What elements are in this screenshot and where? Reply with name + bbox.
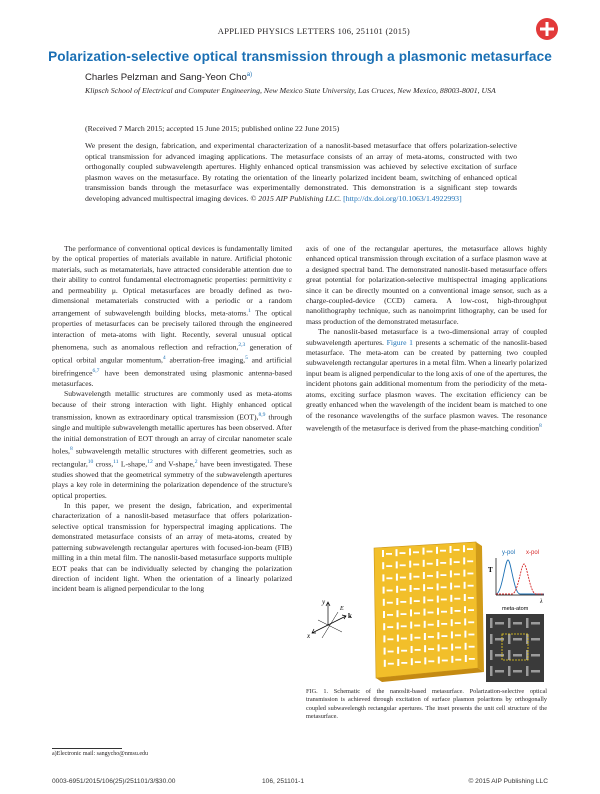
horizontal-slit [400, 564, 406, 566]
right-column [306, 244, 547, 434]
field-label: E [340, 606, 344, 612]
horizontal-slit [414, 612, 420, 614]
horizontal-slit [454, 561, 460, 563]
citation[interactable]: 2,3 [238, 342, 246, 349]
horizontal-slit [388, 651, 394, 653]
sem-vertical-slit [508, 650, 511, 660]
horizontal-slit [413, 551, 419, 553]
vertical-slit [464, 582, 466, 589]
horizontal-slit [400, 577, 406, 579]
vertical-slit [383, 599, 385, 606]
horizontal-slit [441, 623, 447, 625]
vertical-slit [463, 557, 465, 564]
horizontal-slit [428, 624, 434, 626]
abstract-copyright: © 2015 AIP Publishing LLC. [250, 193, 342, 203]
footer-copyright: © 2015 AIP Publishing LLC [468, 778, 548, 785]
received-dates: (Received 7 March 2015; accepted 15 June 2015; published online 22 June 2015) [85, 124, 340, 133]
figure-caption: FIG. 1. Schematic of the nanoslit-based metasurface. Polarization-selective optical transmission is achieved through excitation of surface plasmon polaritons by orthogonally coupled subwavelength rectangular apertures. The inset presents the unit cell structure of the metasurface. [306, 688, 547, 721]
authors-text: Charles Pelzman and Sang-Yeon Cho [85, 72, 247, 84]
horizontal-slit [388, 663, 394, 665]
figure-1 [306, 540, 547, 685]
horizontal-slit [454, 573, 460, 575]
horizontal-slit [441, 586, 447, 588]
horizontal-slit [386, 565, 392, 567]
sem-vertical-slit [490, 618, 493, 628]
paragraph: axis of one of the rectangular apertures, the metasurface allows highly enhanced optical transmission through excitation of a surface plasmon wave at a designed spectral band. The demonstrated nanoslit-based metasurface offers great potential for polarization-selective multispectral imaging applications since it can be directly mounted on a conventional image sensor, such as a charge-coupled-device (CCD) camera. A low-cost, high-throughput nanolithography technique, such as nanoimprint lithography, can be used for mass production of the demonstrated metasurface. [306, 244, 547, 326]
vertical-slit [436, 559, 438, 566]
horizontal-slit [442, 660, 448, 662]
vertical-slit [396, 586, 398, 593]
text-run: L-shape, [118, 459, 148, 469]
vertical-slit [450, 583, 452, 590]
vertical-slit [450, 595, 452, 602]
footer-page: 106, 251101-1 [262, 778, 305, 785]
horizontal-slit [428, 660, 434, 662]
vertical-slit [411, 658, 413, 665]
sem-vertical-slit [526, 618, 529, 628]
text-run: have been investigated. These studies showed that the geometrical symmetry of the subwavelength apertures plays a key role in determining the polarization dependence of the structure's optical properties. [52, 459, 292, 500]
vertical-slit [450, 558, 452, 565]
vertical-slit [424, 621, 426, 628]
vertical-slit [451, 631, 453, 638]
horizontal-slit [413, 576, 419, 578]
vertical-slit [410, 622, 412, 629]
paragraph: In this paper, we present the design, fabrication, and experimental characterization of a nanoslit-based metasurface that offers polarization-selective optical transmission for hyperspectral imaging applications. The demonstrated metasurface consists of an array of meta-atoms, created by patterning subwavelength rectangular apertures with focused-ion-beam (FIB) milling in a thin metal film. The nanoslit-based metasurface supports multiple EOT peaks that can be individually selected by changing the polarization direction of incident light. When the orientation of a linearly polarized incident beam is aligned perpendicular to the long [52, 501, 292, 594]
sem-horizontal-slit [531, 670, 540, 673]
horizontal-slit [454, 586, 460, 588]
horizontal-slit [468, 585, 474, 587]
axis-label-y: y [322, 598, 326, 606]
vertical-slit [424, 633, 426, 640]
horizontal-slit [415, 649, 421, 651]
citation[interactable]: 6,7 [92, 368, 100, 375]
vertical-slit [382, 562, 384, 569]
figure-link[interactable]: Figure 1 [386, 337, 413, 347]
text-run: have been demonstrated using plasmonic antenna-based metasurfaces. [52, 368, 292, 388]
abstract-text: We present the design, fabrication, and experimental characterization of a nanoslit-based metasurface that offers polarization-selective optical transmission for advanced imaging applications. The metasurface consists of an array of meta-atoms, constructed with two orthogonally coupled subwavelength apertures. Highly enhanced optical transmission was achieved by selective excitation of surface plasmon waves on the metasurface. By rotating the orientation of the linearly polarized incident beam, switching of enhanced optical transmission bands through the metasurface was experimentally demonstrated. This demonstration is a significant step towards developing advanced multispectral imaging devices. [85, 141, 517, 203]
crossmark-icon[interactable] [534, 16, 560, 42]
horizontal-slit [454, 598, 460, 600]
left-column [52, 244, 292, 595]
author-list [85, 72, 252, 83]
vertical-slit [463, 570, 465, 577]
horizontal-slit [386, 577, 392, 579]
horizontal-slit [427, 599, 433, 601]
ypol-curve [496, 560, 544, 594]
horizontal-slit [468, 621, 474, 623]
vertical-slit [464, 594, 466, 601]
horizontal-slit [400, 552, 406, 554]
sem-vertical-slit [526, 666, 529, 676]
citation[interactable]: 5 [245, 355, 248, 362]
vertical-slit [383, 635, 385, 642]
text-run: The optical properties of metasurfaces can be precisely tailored through the engineered interaction of meta-atoms with light. Recently, several unusual optical phenomena, such as anomalous reflection and refraction, [52, 308, 292, 352]
horizontal-slit [455, 659, 461, 661]
horizontal-slit [468, 634, 474, 636]
vertical-slit [397, 635, 399, 642]
horizontal-slit [400, 601, 406, 603]
horizontal-slit [467, 560, 473, 562]
horizontal-slit [428, 636, 434, 638]
text-run: Subwavelength metallic structures are commonly used as meta-atoms because of their strong interaction with light. Highly enhanced optical transmission, known as extraordinary optical transmission (EOT), [52, 389, 292, 422]
citation[interactable]: 8 [69, 445, 73, 452]
horizontal-slit [428, 612, 434, 614]
horizontal-slit [440, 562, 446, 564]
citation[interactable]: 8,9 [258, 412, 266, 419]
transmission-label: T [488, 566, 493, 574]
horizontal-slit [427, 575, 433, 577]
vertical-slit [450, 546, 452, 553]
vertical-slit [424, 609, 426, 616]
vertical-slit [383, 623, 385, 630]
horizontal-slit [441, 635, 447, 637]
vertical-slit [383, 587, 385, 594]
vertical-slit [438, 657, 440, 664]
vertical-slit [450, 570, 452, 577]
vertical-slit [436, 571, 438, 578]
sem-horizontal-slit [495, 654, 504, 657]
sem-horizontal-slit [513, 638, 522, 641]
vertical-slit [463, 545, 465, 552]
sem-horizontal-slit [531, 638, 540, 641]
footnote-divider [52, 748, 122, 749]
vertical-slit [437, 583, 439, 590]
horizontal-slit [428, 648, 434, 650]
text-run: The nanoslit-based metasurface is a two-dimensional array of coupled subwavelength apertures. [306, 327, 547, 347]
paragraph [52, 389, 292, 501]
horizontal-slit [440, 574, 446, 576]
xpol-label: x-pol [526, 550, 540, 556]
vertical-slit [438, 644, 440, 651]
vertical-slit [437, 596, 439, 603]
vertical-slit [423, 560, 425, 567]
sem-horizontal-slit [531, 622, 540, 625]
wavelength-label: λ [540, 599, 543, 605]
citation[interactable]: 4 [162, 355, 166, 362]
vertical-slit [410, 597, 412, 604]
horizontal-slit [414, 600, 420, 602]
xpol-curve [496, 564, 544, 594]
wavevector-label: k [348, 612, 352, 620]
horizontal-slit [455, 610, 461, 612]
vertical-slit [409, 561, 411, 568]
text-run: and V-shape, [152, 459, 195, 469]
vertical-slit [464, 618, 466, 625]
vertical-slit [397, 659, 399, 666]
citation[interactable]: 8 [539, 422, 542, 429]
horizontal-slit [427, 563, 433, 565]
citation[interactable]: 10 [87, 458, 94, 465]
vertical-slit [397, 610, 399, 617]
vertical-slit [423, 548, 425, 555]
vertical-slit [423, 572, 425, 579]
vertical-slit [451, 607, 453, 614]
text-run: The performance of conventional optical devices is fundamentally limited by the optical properties of materials available in nature. Artificial photonic materials, such as metamaterials, have attracted considerable attention due to their ability to control fundamental electromagnetic properties: permittivity ε and permeability μ. Optical metasurfaces are broadly defined as two-dimensional metamaterials constructed with a periodic or a random arrangement of subwavelength building blocks, meta-atoms. [52, 244, 292, 318]
horizontal-slit [455, 634, 461, 636]
vertical-slit [382, 550, 384, 557]
citation[interactable]: 1 [248, 308, 251, 315]
vertical-slit [409, 573, 411, 580]
doi-link[interactable]: [http://dx.doi.org/10.1063/1.4922993] [343, 193, 462, 203]
horizontal-slit [455, 647, 461, 649]
horizontal-slit [468, 597, 474, 599]
horizontal-slit [415, 661, 421, 663]
vertical-slit [396, 598, 398, 605]
vertical-slit [423, 584, 425, 591]
vertical-slit [424, 645, 426, 652]
vertical-slit [383, 611, 385, 618]
horizontal-slit [401, 625, 407, 627]
sem-vertical-slit [508, 666, 511, 676]
horizontal-slit [387, 602, 393, 604]
axis-label-x: x [307, 632, 311, 640]
meta-atom-sem-inset [486, 614, 544, 682]
vertical-slit [423, 596, 425, 603]
vertical-slit [436, 547, 438, 554]
horizontal-slit [469, 658, 475, 660]
citation[interactable]: 2 [194, 458, 198, 465]
vertical-slit [437, 632, 439, 639]
horizontal-slit [401, 650, 407, 652]
text-run: and artificial birefringence [52, 355, 292, 378]
spectrum-inset [496, 558, 544, 595]
text-run: aberration-free imaging, [165, 355, 246, 365]
vertical-slit [396, 574, 398, 581]
text-run: cross, [93, 459, 114, 469]
horizontal-slit [387, 590, 393, 592]
affiliation: Klipsch School of Electrical and Computer Engineering, New Mexico State University, Las Cruces, New Mexico, 88003-8001, USA [85, 86, 496, 95]
footer-issn: 0003-6951/2015/106(25)/251101/3/$30.00 [52, 778, 176, 785]
vertical-slit [437, 620, 439, 627]
sem-vertical-slit [490, 634, 493, 644]
meta-atom-label: meta-atom [502, 606, 529, 612]
text-run: through single and multiple subwavelength metallic apertures has been observed. After the initial demonstration of EOT through an array of circular nanometer scale holes, [52, 412, 292, 456]
horizontal-slit [387, 626, 393, 628]
author-footnote-mark[interactable]: a) [246, 72, 253, 78]
vertical-slit [384, 660, 386, 667]
sem-vertical-slit [490, 666, 493, 676]
journal-header: APPLIED PHYSICS LETTERS 106, 251101 (2015) [217, 26, 410, 36]
metasurface-slab [374, 542, 484, 682]
vertical-slit [451, 644, 453, 651]
vertical-slit [397, 622, 399, 629]
horizontal-slit [414, 625, 420, 627]
horizontal-slit [455, 622, 461, 624]
text-run: subwavelength metallic structures with different geometries, such as rectangular, [52, 446, 292, 469]
horizontal-slit [467, 548, 473, 550]
text-run: presents a schematic of the nanoslit-based metasurface. The meta-atom can be created by patterning two coupled subwavelength rectangular apertures in a metal film. When a linearly polarized input beam is aligned perpendicular to the long axis of one of the apertures, the incident photons gain additional momentum from the periodicity of the meta-atoms, exciting surface plasmon waves. The excitation efficiency can be greatly enhanced when the wavelength of the incident beam is matched to one of the resonance wavelengths of the surface plasmon waves. The resonance wavelength of the metasurface is derived from the phase-matching condition [306, 337, 547, 433]
ypol-label: y-pol [502, 550, 516, 556]
text-run: generation of optical orbital angular momentum, [52, 342, 293, 365]
vertical-slit [451, 619, 453, 626]
vertical-slit [396, 561, 398, 568]
vertical-slit [437, 608, 439, 615]
horizontal-slit [440, 550, 446, 552]
horizontal-slit [387, 614, 393, 616]
vertical-slit [396, 549, 398, 556]
horizontal-slit [441, 611, 447, 613]
vertical-slit [464, 631, 466, 638]
horizontal-slit [387, 638, 393, 640]
sem-vertical-slit [508, 618, 511, 628]
horizontal-slit [427, 587, 433, 589]
horizontal-slit [427, 551, 433, 553]
sem-horizontal-slit [513, 654, 522, 657]
vertical-slit [464, 606, 466, 613]
vertical-slit [410, 609, 412, 616]
vertical-slit [410, 585, 412, 592]
horizontal-slit [401, 662, 407, 664]
vertical-slit [465, 643, 467, 650]
horizontal-slit [386, 553, 392, 555]
horizontal-slit [467, 573, 473, 575]
horizontal-slit [401, 638, 407, 640]
vertical-slit [409, 548, 411, 555]
sem-vertical-slit [508, 634, 511, 644]
horizontal-slit [413, 564, 419, 566]
horizontal-slit [414, 588, 420, 590]
vertical-slit [451, 656, 453, 663]
horizontal-slit [400, 589, 406, 591]
article-title: Polarization-selective optical transmission through a plasmonic metasurface [48, 49, 552, 64]
citation[interactable]: 11 [113, 458, 119, 465]
sem-horizontal-slit [495, 638, 504, 641]
footnote: a)Electronic mail: sangycho@nmsu.edu [52, 751, 148, 757]
horizontal-slit [441, 599, 447, 601]
horizontal-slit [401, 613, 407, 615]
vertical-slit [384, 648, 386, 655]
sem-horizontal-slit [513, 622, 522, 625]
vertical-slit [465, 655, 467, 662]
vertical-slit [411, 646, 413, 653]
vertical-slit [382, 574, 384, 581]
paragraph [306, 327, 547, 434]
vertical-slit [424, 657, 426, 664]
paragraph [52, 244, 292, 389]
vertical-slit [410, 634, 412, 641]
sem-horizontal-slit [495, 670, 504, 673]
horizontal-slit [469, 646, 475, 648]
vertical-slit [397, 647, 399, 654]
citation[interactable]: 12 [147, 458, 153, 465]
horizontal-slit [442, 647, 448, 649]
sem-horizontal-slit [531, 654, 540, 657]
horizontal-slit [468, 609, 474, 611]
sem-vertical-slit [490, 650, 493, 660]
sem-horizontal-slit [495, 622, 504, 625]
sem-horizontal-slit [513, 670, 522, 673]
horizontal-slit [414, 637, 420, 639]
horizontal-slit [454, 549, 460, 551]
abstract [85, 141, 517, 205]
